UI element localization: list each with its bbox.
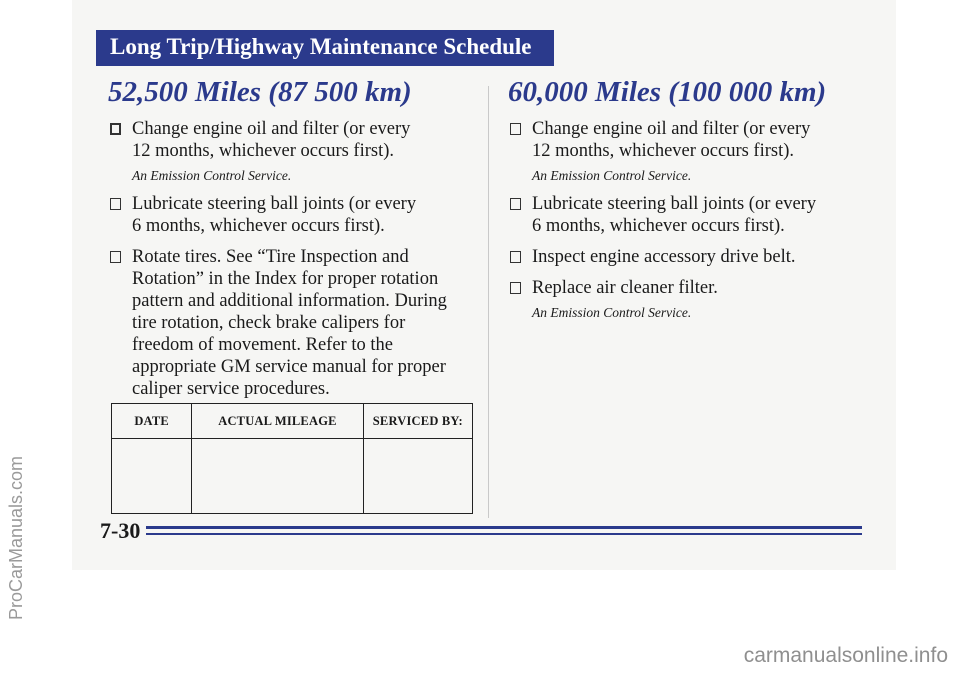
item-line: Change engine oil and filter (or every <box>532 119 811 139</box>
emission-note: An Emission Control Service. <box>532 168 692 183</box>
checklist-item <box>500 246 880 268</box>
date-column-header: DATE <box>112 404 192 439</box>
checklist-item <box>500 118 880 162</box>
section-title: Long Trip/Highway Maintenance Schedule <box>110 34 532 59</box>
item-line: 12 months, whichever occurs first). <box>132 141 395 161</box>
item-line: Rotation” in the Index for proper rotation <box>132 269 439 289</box>
item-line: appropriate GM service manual for proper <box>132 357 446 377</box>
item-line: 6 months, whichever occurs first). <box>532 216 785 236</box>
emission-note: An Emission Control Service. <box>532 305 692 320</box>
item-line: tire rotation, check brake calipers for <box>132 313 406 333</box>
checkbox-icon[interactable] <box>510 251 521 263</box>
mileage-column-header: ACTUAL MILEAGE <box>192 404 363 439</box>
table-row <box>112 439 473 514</box>
checkbox-icon[interactable] <box>510 282 521 294</box>
checkbox-icon[interactable] <box>110 123 121 135</box>
item-line: Inspect engine accessory drive belt. <box>532 247 796 267</box>
emission-note: An Emission Control Service. <box>132 168 292 183</box>
item-line: 6 months, whichever occurs first). <box>132 216 385 236</box>
left-checklist <box>100 118 480 409</box>
table-header-row <box>112 404 473 439</box>
right-column-heading: 60,000 Miles (100 000 km) <box>508 76 827 108</box>
footer-rule-thin <box>146 533 862 535</box>
checklist-item <box>100 193 480 237</box>
serviced-by-column-header: SERVICED BY: <box>363 404 472 439</box>
checklist-item <box>100 246 480 400</box>
item-line: pattern and additional information. During <box>132 291 447 311</box>
checklist-item <box>500 193 880 237</box>
item-line: Lubricate steering ball joints (or every <box>132 194 417 214</box>
item-line: 12 months, whichever occurs first). <box>532 141 795 161</box>
right-checklist <box>500 118 880 330</box>
item-line: Change engine oil and filter (or every <box>132 119 411 139</box>
page-number: 7-30 <box>100 518 141 543</box>
service-log-table <box>111 403 473 514</box>
checklist-item <box>100 118 480 162</box>
section-header-band <box>96 30 554 66</box>
bottom-watermark: carmanualsonline.info <box>743 644 948 667</box>
item-line: Lubricate steering ball joints (or every <box>532 194 817 214</box>
column-divider <box>488 86 489 518</box>
checklist-item <box>500 277 880 299</box>
checkbox-icon[interactable] <box>110 198 121 210</box>
item-line: freedom of movement. Refer to the <box>132 335 393 355</box>
serviced-by-cell[interactable] <box>363 439 472 514</box>
date-cell[interactable] <box>112 439 192 514</box>
item-line: Replace air cleaner filter. <box>532 278 718 298</box>
item-line: Rotate tires. See “Tire Inspection and <box>132 247 409 267</box>
item-line: caliper service procedures. <box>132 379 330 399</box>
checkbox-icon[interactable] <box>110 251 121 263</box>
side-watermark: ProCarManuals.com <box>6 455 26 620</box>
left-column-heading: 52,500 Miles (87 500 km) <box>108 76 412 108</box>
checkbox-icon[interactable] <box>510 123 521 135</box>
footer-rule <box>146 526 862 529</box>
checkbox-icon[interactable] <box>510 198 521 210</box>
mileage-cell[interactable] <box>192 439 363 514</box>
